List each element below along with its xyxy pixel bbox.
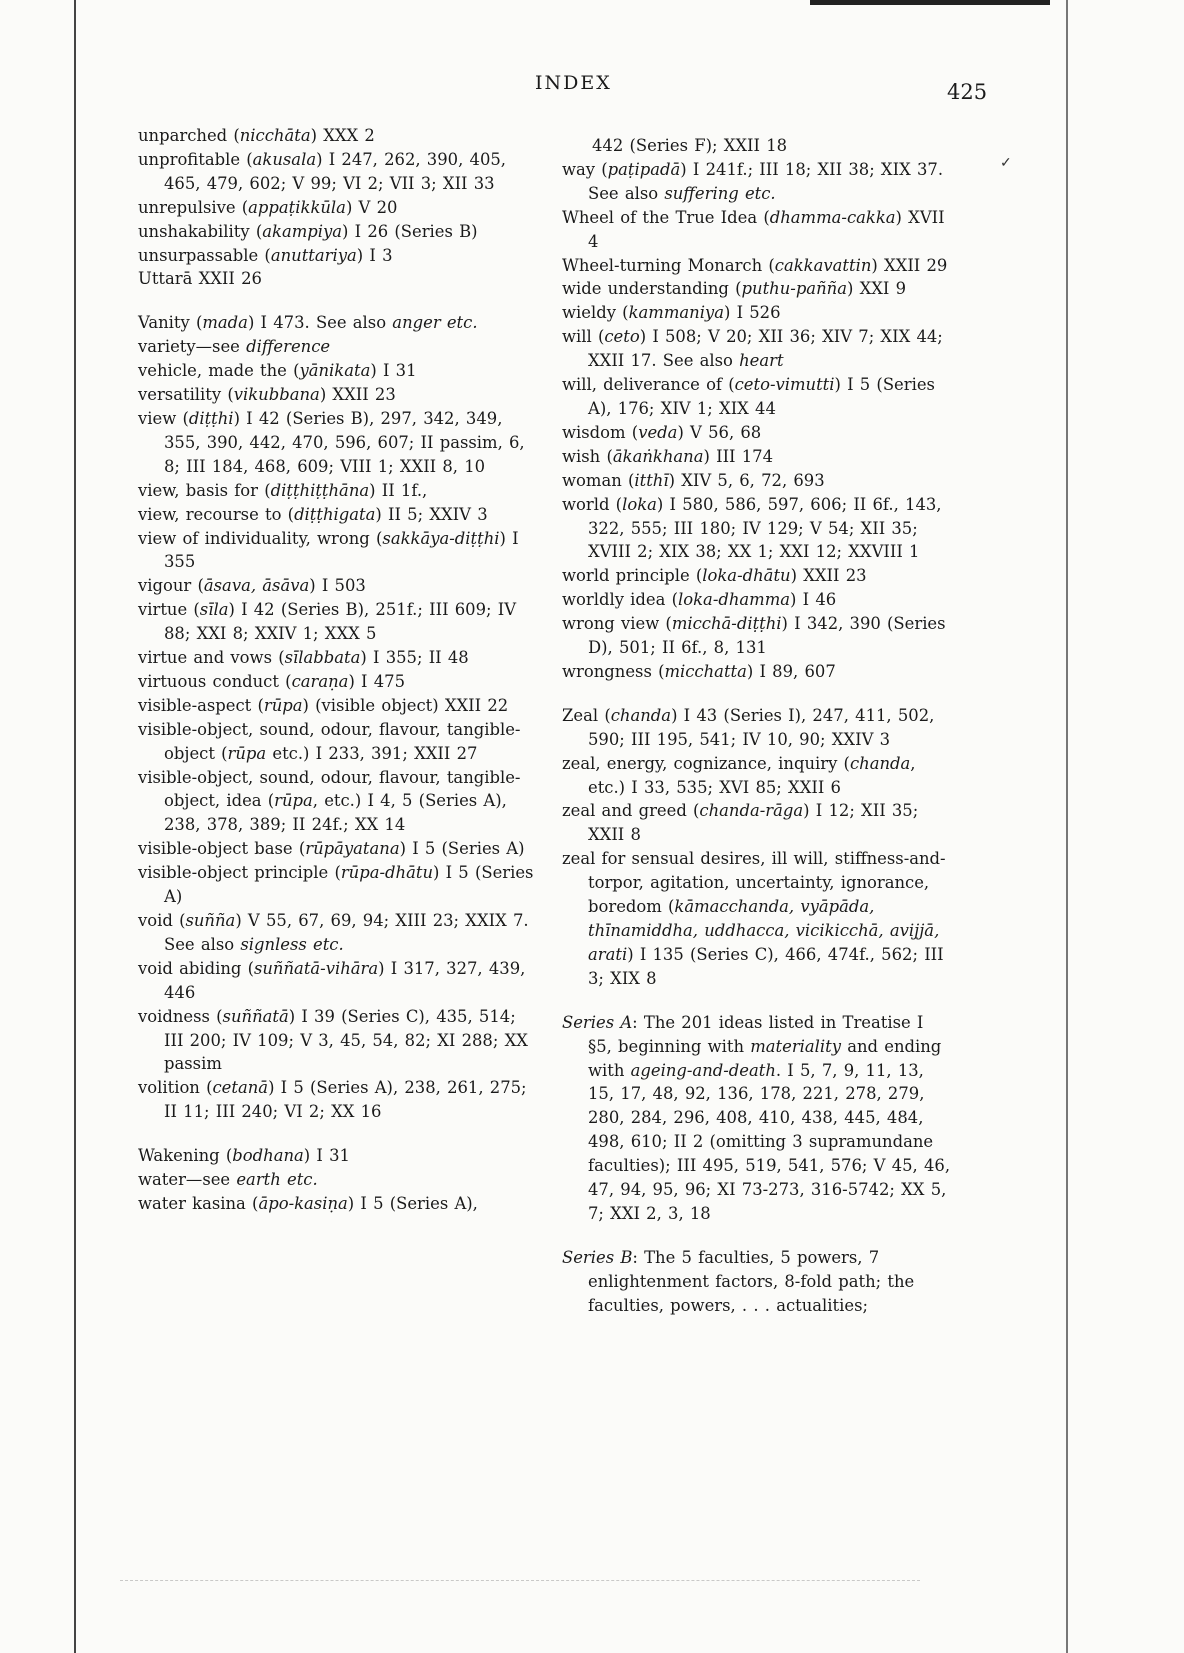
index-entry: view, basis for (diṭṭhiṭṭhāna) II 1f., [138,480,428,500]
index-entry: volition (cetanā) I 5 (Series A), 238, 261, 275; II 11; III 240; VI 2; XX 16 [138,1078,527,1122]
index-entry: virtuous conduct (caraṇa) I 475 [138,671,406,691]
index-entry: wrongness (micchatta) I 89, 607 [562,661,836,681]
index-entry: woman (itthī) XIV 5, 6, 72, 693 [562,470,825,490]
index-entry: view, recourse to (diṭṭhigata) II 5; XXIV 3 [138,504,488,524]
index-entry: wieldy (kammaniya) I 526 [562,303,781,323]
scan-dust-line [120,1580,920,1581]
index-entry: wish (ākaṅkhana) III 174 [562,446,774,466]
index-entry: worldly idea (loka-dhamma) I 46 [562,590,837,610]
index-entry: unprofitable (akusala) I 247, 262, 390, 405, 465, 479, 602; V 99; VI 2; VII 3; XII 33 [138,149,507,193]
page-left-edge [74,0,76,1653]
running-head: INDEX [535,72,612,94]
index-entry: unrepulsive (appaṭikkūla) V 20 [138,197,398,217]
left-index-column [138,124,536,1216]
index-entry: wisdom (veda) V 56, 68 [562,422,762,442]
page-right-edge [1066,0,1068,1653]
right-index-column [562,134,952,1318]
index-entry: versatility (vikubbana) XXII 23 [138,385,396,405]
index-entry: way (paṭipadā) I 241f.; III 18; XII 38; XIX 37. See also suffering etc. [562,159,944,203]
index-entry: void (suñña) V 55, 67, 69, 94; XIII 23; XXIX 7. See also signless etc. [138,911,529,954]
index-entry: Wakening (bodhana) I 31 [138,1146,350,1166]
index-entry: visible-aspect (rūpa) (visible object) XXII 22 [138,695,509,715]
index-entry: virtue (sīla) I 42 (Series B), 251f.; III 609; IV 88; XXI 8; XXIV 1; XXX 5 [138,600,517,644]
index-entry: view (diṭṭhi) I 42 (Series B), 297, 342, 349, 355, 390, 442, 470, 596, 607; II passim, 6, 8; III 184, 468, 609; VIII 1; XXII 8, 10 [138,408,525,476]
series-b-note: Series B: The 5 faculties, 5 powers, 7 enlightenment factors, 8-fold path; the faculties, powers, . . . actualities; [562,1247,915,1315]
index-entry: unshakability (akampiya) I 26 (Series B) [138,221,478,241]
index-entry: visible-object base (rūpāyatana) I 5 (Series A) [138,839,525,859]
index-entry: variety—see difference [138,337,331,357]
index-entry-continued: 442 (Series F); XXII 18 [592,136,788,155]
index-entry: Wheel of the True Idea (dhamma-cakka) XVII 4 [562,207,945,251]
index-entry: Uttarā XXII 26 [138,269,262,289]
index-entry: virtue and vows (sīlabbata) I 355; II 48 [138,648,469,668]
index-entry: world (loka) I 580, 586, 597, 606; II 6f., 143, 322, 555; III 180; IV 129; V 54; XII 35; XVIII 2; XIX 38; XX 1; XXI 12; XXVIII 1 [562,494,942,562]
index-entry: water kasina (āpo-kasiṇa) I 5 (Series A), [138,1193,478,1213]
index-entry: visible-object, sound, odour, flavour, tangible-object (rūpa etc.) I 233, 391; XXII 27 [138,719,521,763]
index-entry: vehicle, made the (yānikata) I 31 [138,361,417,381]
series-a-note: Series A: The 201 ideas listed in Treatise I §5, beginning with materiality and ending with ageing-and-death. I 5, 7, 9, 11, 13, 15, 17, 48, 92, 136, 178, 221, 278, 279, 280, 284, 296, 408, 410, 438, 445, 484, 498, 610; II 2 (omitting 3 supramundane faculties); III 495, 519, 541, 576; V 45, 46, 47, 94, 95, 96; XI 73-273, 316-5742; XX 5, 7; XXI 2, 3, 18 [562,1012,951,1223]
index-entry: world principle (loka-dhātu) XXII 23 [562,566,867,586]
page-top-edge [810,0,1050,5]
index-entry: visible-object principle (rūpa-dhātu) I 5 (Series A) [138,863,534,907]
index-entry: unsurpassable (anuttariya) I 3 [138,245,393,265]
index-entry: void abiding (suññatā-vihāra) I 317, 327, 439, 446 [138,958,526,1002]
index-entry: will, deliverance of (ceto-vimutti) I 5 (Series A), 176; XIV 1; XIX 44 [562,375,935,418]
index-entry: unparched (nicchāta) XXX 2 [138,126,375,145]
margin-speck: ✓ [1000,155,1012,171]
index-entry: wrong view (micchā-diṭṭhi) I 342, 390 (Series D), 501; II 6f., 8, 131 [562,614,946,658]
index-entry: Vanity (mada) I 473. See also anger etc. [138,313,478,333]
index-entry: view of individuality, wrong (sakkāya-diṭṭhi) I 355 [138,528,519,572]
index-entry: voidness (suññatā) I 39 (Series C), 435, 514; III 200; IV 109; V 3, 45, 54, 82; XI 288; XX passim [138,1006,528,1074]
index-entry: zeal and greed (chanda-rāga) I 12; XII 35; XXII 8 [562,801,919,845]
page-number: 425 [947,80,988,104]
index-entry: Wheel-turning Monarch (cakkavattin) XXII 29 [562,255,948,275]
index-entry: visible-object, sound, odour, flavour, tangible-object, idea (rūpa, etc.) I 4, 5 (Series A), 238, 378, 389; II 24f.; XX 14 [138,767,521,835]
index-entry: water—see earth etc. [138,1170,318,1190]
index-entry: wide understanding (puthu-pañña) XXI 9 [562,279,907,299]
index-entry: zeal for sensual desires, ill will, stiffness-and-torpor, agitation, uncertainty, ignorance, boredom (kāmacchanda, vyāpāda, thīnamiddha, uddhacca, vicikicchā, avijjā, arati) I 135 (Series C), 466, 474f., 562; III 3; XIX 8 [562,849,946,988]
index-entry: Zeal (chanda) I 43 (Series I), 247, 411, 502, 590; III 195, 541; IV 10, 90; XXIV 3 [562,705,935,749]
index-entry: will (ceto) I 508; V 20; XII 36; XIV 7; XIX 44; XXII 17. See also heart [562,327,943,371]
index-entry: zeal, energy, cognizance, inquiry (chanda, etc.) I 33, 535; XVI 85; XXII 6 [562,753,916,797]
index-entry: vigour (āsava, āsāva) I 503 [138,576,366,596]
